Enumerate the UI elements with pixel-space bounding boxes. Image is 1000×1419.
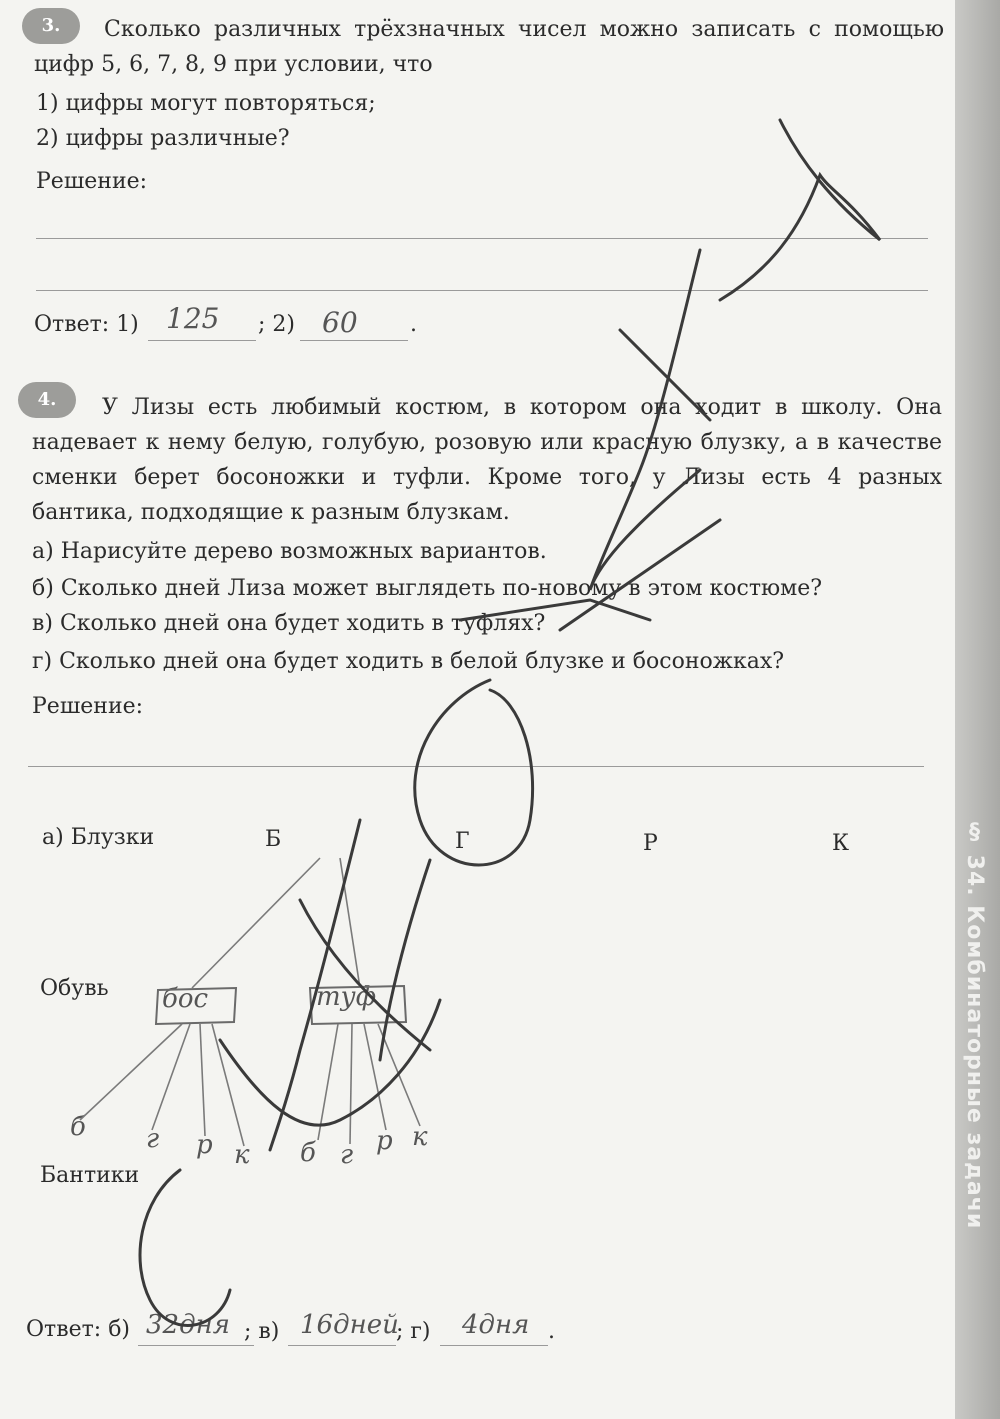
tree-bow: б (300, 1138, 316, 1168)
task-4-answer-separator-1: ; в) (244, 1319, 280, 1344)
task-4-item-b: б) Сколько дней Лиза может выглядеть по-новому в этом костюме? (32, 576, 823, 601)
task-4-item-g: г) Сколько дней она будет ходить в белой блузке и босоножках? (32, 649, 785, 674)
tree-blouse-white: Б (265, 827, 282, 852)
task-3-answer-1: 125 (166, 302, 220, 335)
task-4-answer-separator-2: ; г) (396, 1319, 431, 1344)
task-3-item-1: 1) цифры могут повторяться; (36, 91, 376, 116)
task-4-answer-label: Ответ: б) (26, 1317, 131, 1342)
tree-bow: р (376, 1126, 393, 1156)
tree-bow: к (234, 1140, 250, 1170)
task-4-answer-b: 32дня (146, 1310, 230, 1340)
task-3-item-2: 2) цифры различные? (36, 126, 290, 151)
task-3-answer-end: . (410, 312, 417, 337)
tree-bow: к (412, 1122, 428, 1152)
tree-shoe-sandals: бос (162, 984, 209, 1014)
tree-shoe-shoes: туф (316, 982, 377, 1012)
tree-bow: р (196, 1130, 213, 1160)
tree-bows-label: Бантики (40, 1163, 140, 1188)
tree-blouses-label: а) Блузки (42, 825, 155, 850)
tree-blouse-red: К (832, 831, 850, 856)
task-3-answer-label: Ответ: 1) (34, 312, 139, 337)
task-3-text: Сколько различных трёхзначных чисел можно записать с помощью цифр 5, 6, 7, 8, 9 при условии, что (34, 17, 944, 77)
task-4-solution-label: Решение: (32, 694, 144, 719)
task-3-number: 3. (22, 8, 80, 44)
tree-bow: г (340, 1140, 354, 1170)
tree-blouse-blue: Г (455, 829, 470, 854)
task-3-answer-separator: ; 2) (258, 312, 295, 337)
tree-shoes-label: Обувь (40, 976, 109, 1001)
tree-bow: б (70, 1112, 86, 1142)
chapter-title: § 34. Комбинаторные задачи (962, 820, 987, 1230)
task-4-answer-v: 16дней (300, 1310, 399, 1340)
task-4-answer-g: 4дня (462, 1310, 530, 1340)
task-4-answer-end: . (548, 1319, 555, 1344)
watermark-scribble (140, 120, 880, 1325)
task-4-text: У Лизы есть любимый костюм, в котором она ходит в школу. Она надевает к нему белую, голубую, розовую или красную блузку, а в качестве сменки берет босоножки и туфли. Кроме того, у Лизы есть 4 разных бантика, подходящие к разным блузкам. (32, 395, 942, 525)
task-3-answer-2: 60 (322, 306, 358, 339)
task-4-item-v: в) Сколько дней она будет ходить в туфлях? (32, 611, 546, 636)
tree-bow: г (146, 1124, 160, 1154)
task-3-solution-label: Решение: (36, 169, 148, 194)
shoe-boxes (156, 986, 406, 1024)
task-4-number: 4. (18, 382, 76, 418)
tree-blouse-pink: Р (643, 831, 658, 856)
task-4-item-a: а) Нарисуйте дерево возможных вариантов. (32, 539, 547, 564)
watermark-text (120, 1250, 124, 1251)
